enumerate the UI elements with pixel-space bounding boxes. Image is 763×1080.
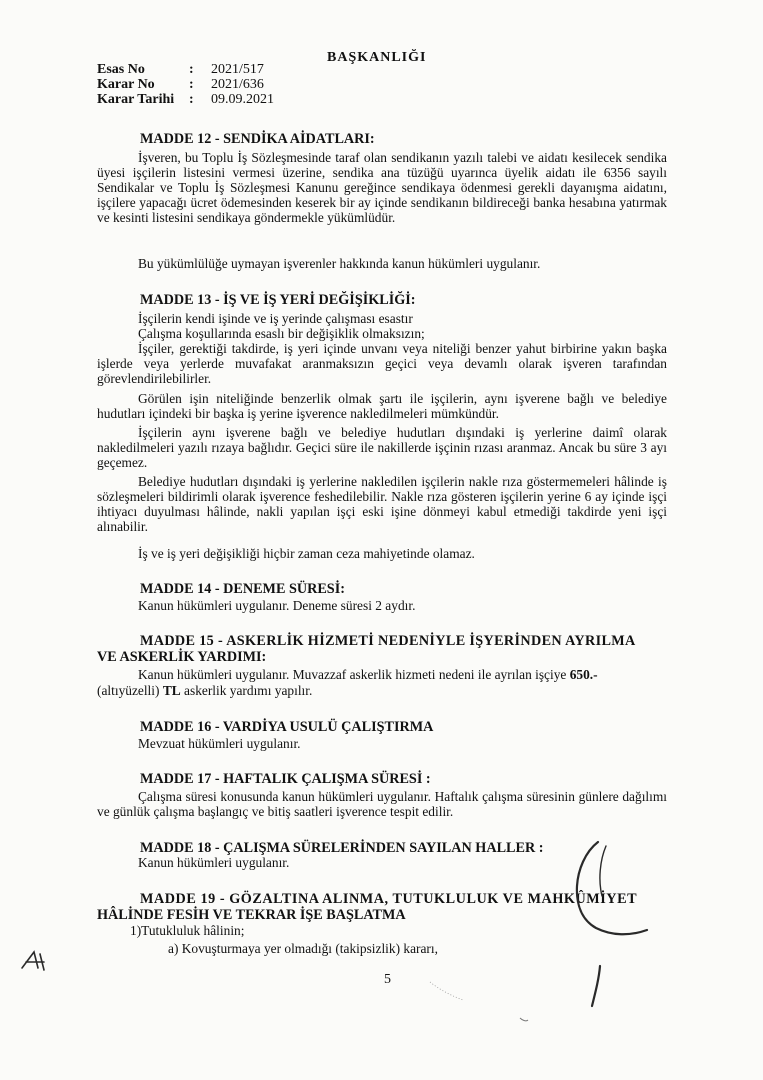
madde-13-paragraph-6: Belediye hudutları dışındaki iş yerlerine nakledilen işçilerin nakle rıza göstermemeleri hâlinde iş sözleşmeleri bildirimli olarak işverence feshedilebilir. Nakle rıza gösteren işçilerin yerine 6 ay içinde işçi ihtiyacı duyulması hâlinde, nakli yapılan işçi eski işine dönmeyi kabul etmediği takdirde yeni işçi alınabilir.: [97, 474, 667, 534]
esas-value: 2021/517: [211, 62, 264, 77]
madde-15-text-c: (altıyüzelli): [97, 683, 163, 698]
tarih-value: 09.09.2021: [211, 92, 274, 107]
madde-13-paragraph-3: İşçiler, gerektiği takdirde, iş yeri içinde unvanı veya niteliği benzer yahut birbirine yakın başka işlerde veya yerlerde muvafakat aranmaksızın geçici veya devamlı olarak işveren tarafından görevlendirilebilirler.: [97, 341, 667, 386]
karar-label: Karar No: [97, 77, 155, 92]
madde-18-paragraph-1: Kanun hükümleri uygulanır.: [138, 855, 290, 870]
page-number: 5: [384, 972, 391, 987]
madde-12-paragraph-2: Bu yükümlülüğe uymayan işverenler hakkında kanun hükümleri uygulanır.: [138, 256, 541, 271]
madde-17-paragraph-1: Çalışma süresi konusunda kanun hükümleri uygulanır. Haftalık çalışma süresinin günlere dağılımı ve günlük çalışma başlangıç ve bitiş saatleri işverence tespit edilir.: [97, 789, 667, 819]
karar-colon: :: [189, 77, 194, 92]
madde-15-text-e: askerlik yardımı yapılır.: [180, 683, 313, 698]
madde-13-paragraph-2: Çalışma koşullarında esaslı bir değişiklik olmaksızın;: [138, 326, 425, 341]
madde-13-paragraph-5: İşçilerin aynı işverene bağlı ve belediye hudutları dışındaki iş yerlerine daimî olarak nakledilmeleri yazılı rızaya bağlıdır. Geçici süre ile nakillerde işçinin rızası aranmaz. Ancak bu süre 3 ayı geçemez.: [97, 425, 667, 470]
karar-value: 2021/636: [211, 77, 264, 92]
madde-14-title: MADDE 14 - DENEME SÜRESİ:: [140, 581, 345, 597]
madde-12-title: MADDE 12 - SENDİKA AİDATLARI:: [140, 131, 375, 147]
esas-label: Esas No: [97, 62, 145, 77]
madde-13-title: MADDE 13 - İŞ VE İŞ YERİ DEĞİŞİKLİĞİ:: [140, 292, 416, 308]
madde-19-paragraph-1: 1)Tutukluluk hâlinin;: [130, 923, 245, 938]
madde-16-title: MADDE 16 - VARDİYA USULÜ ÇALIŞTIRMA: [140, 719, 434, 735]
madde-12-paragraph-1: İşveren, bu Toplu İş Sözleşmesinde taraf olan sendikanın yazılı talebi ve aidatı kesilecek sendika üyesi işçilerin listesini vermesi üzerine, sendika ana tüzüğü uyarınca üyelik aidatı ile 6356 sayılı Sendikalar ve Toplu İş Sözleşmesi Kanunu gereğince sendikaya ödenmesi gerekli dayanışma aidatını, işçilere yapacağı ücret ödemesinden keserek bir ay içinde sendikanın bildireceği banka hesabına yatırmak ve kesinti listesini sendikaya göndermekle yükümlüdür.: [97, 150, 667, 225]
header-title: BAŞKANLIĞI: [327, 50, 427, 65]
madde-15-title-line-1: MADDE 15 - ASKERLİK HİZMETİ NEDENİYLE İŞYERİNDEN AYRILMA: [140, 633, 636, 649]
madde-16-paragraph-1: Mevzuat hükümleri uygulanır.: [138, 736, 301, 751]
tarih-colon: :: [189, 92, 194, 107]
madde-13-paragraph-1: İşçilerin kendi işinde ve iş yerinde çalışması esastır: [138, 311, 413, 326]
madde-13-paragraph-4: Görülen işin niteliğinde benzerlik olmak şartı ile işçilerin, aynı işverene bağlı ve belediye hudutları içindeki bir başka iş yerine işverence nakledilmeleri mümkündür.: [97, 391, 667, 421]
madde-18-title: MADDE 18 - ÇALIŞMA SÜRELERİNDEN SAYILAN HALLER :: [140, 840, 544, 856]
madde-19-paragraph-2: a) Kovuşturmaya yer olmadığı (takipsizlik) kararı,: [168, 941, 438, 956]
madde-17-title: MADDE 17 - HAFTALIK ÇALIŞMA SÜRESİ :: [140, 771, 431, 787]
madde-13-paragraph-7: İş ve iş yeri değişikliği hiçbir zaman ceza mahiyetinde olamaz.: [138, 546, 475, 561]
esas-colon: :: [189, 62, 194, 77]
madde-19-title-line-1: MADDE 19 - GÖZALTINA ALINMA, TUTUKLULUK VE MAHKÛMİYET: [140, 891, 638, 907]
tarih-label: Karar Tarihi: [97, 92, 175, 107]
madde-15-amount: 650.-: [569, 667, 598, 682]
madde-15-currency: TL: [162, 683, 181, 698]
madde-15-title-line-2: VE ASKERLİK YARDIMI:: [97, 649, 267, 665]
madde-14-paragraph-1: Kanun hükümleri uygulanır. Deneme süresi 2 aydır.: [138, 598, 416, 613]
madde-15-text-a: Kanun hükümleri uygulanır. Muvazzaf askerlik hizmeti nedeni ile ayrılan işçiye: [138, 667, 570, 682]
madde-19-title-line-2: HÂLİNDE FESİH VE TEKRAR İŞE BAŞLATMA: [97, 907, 406, 923]
